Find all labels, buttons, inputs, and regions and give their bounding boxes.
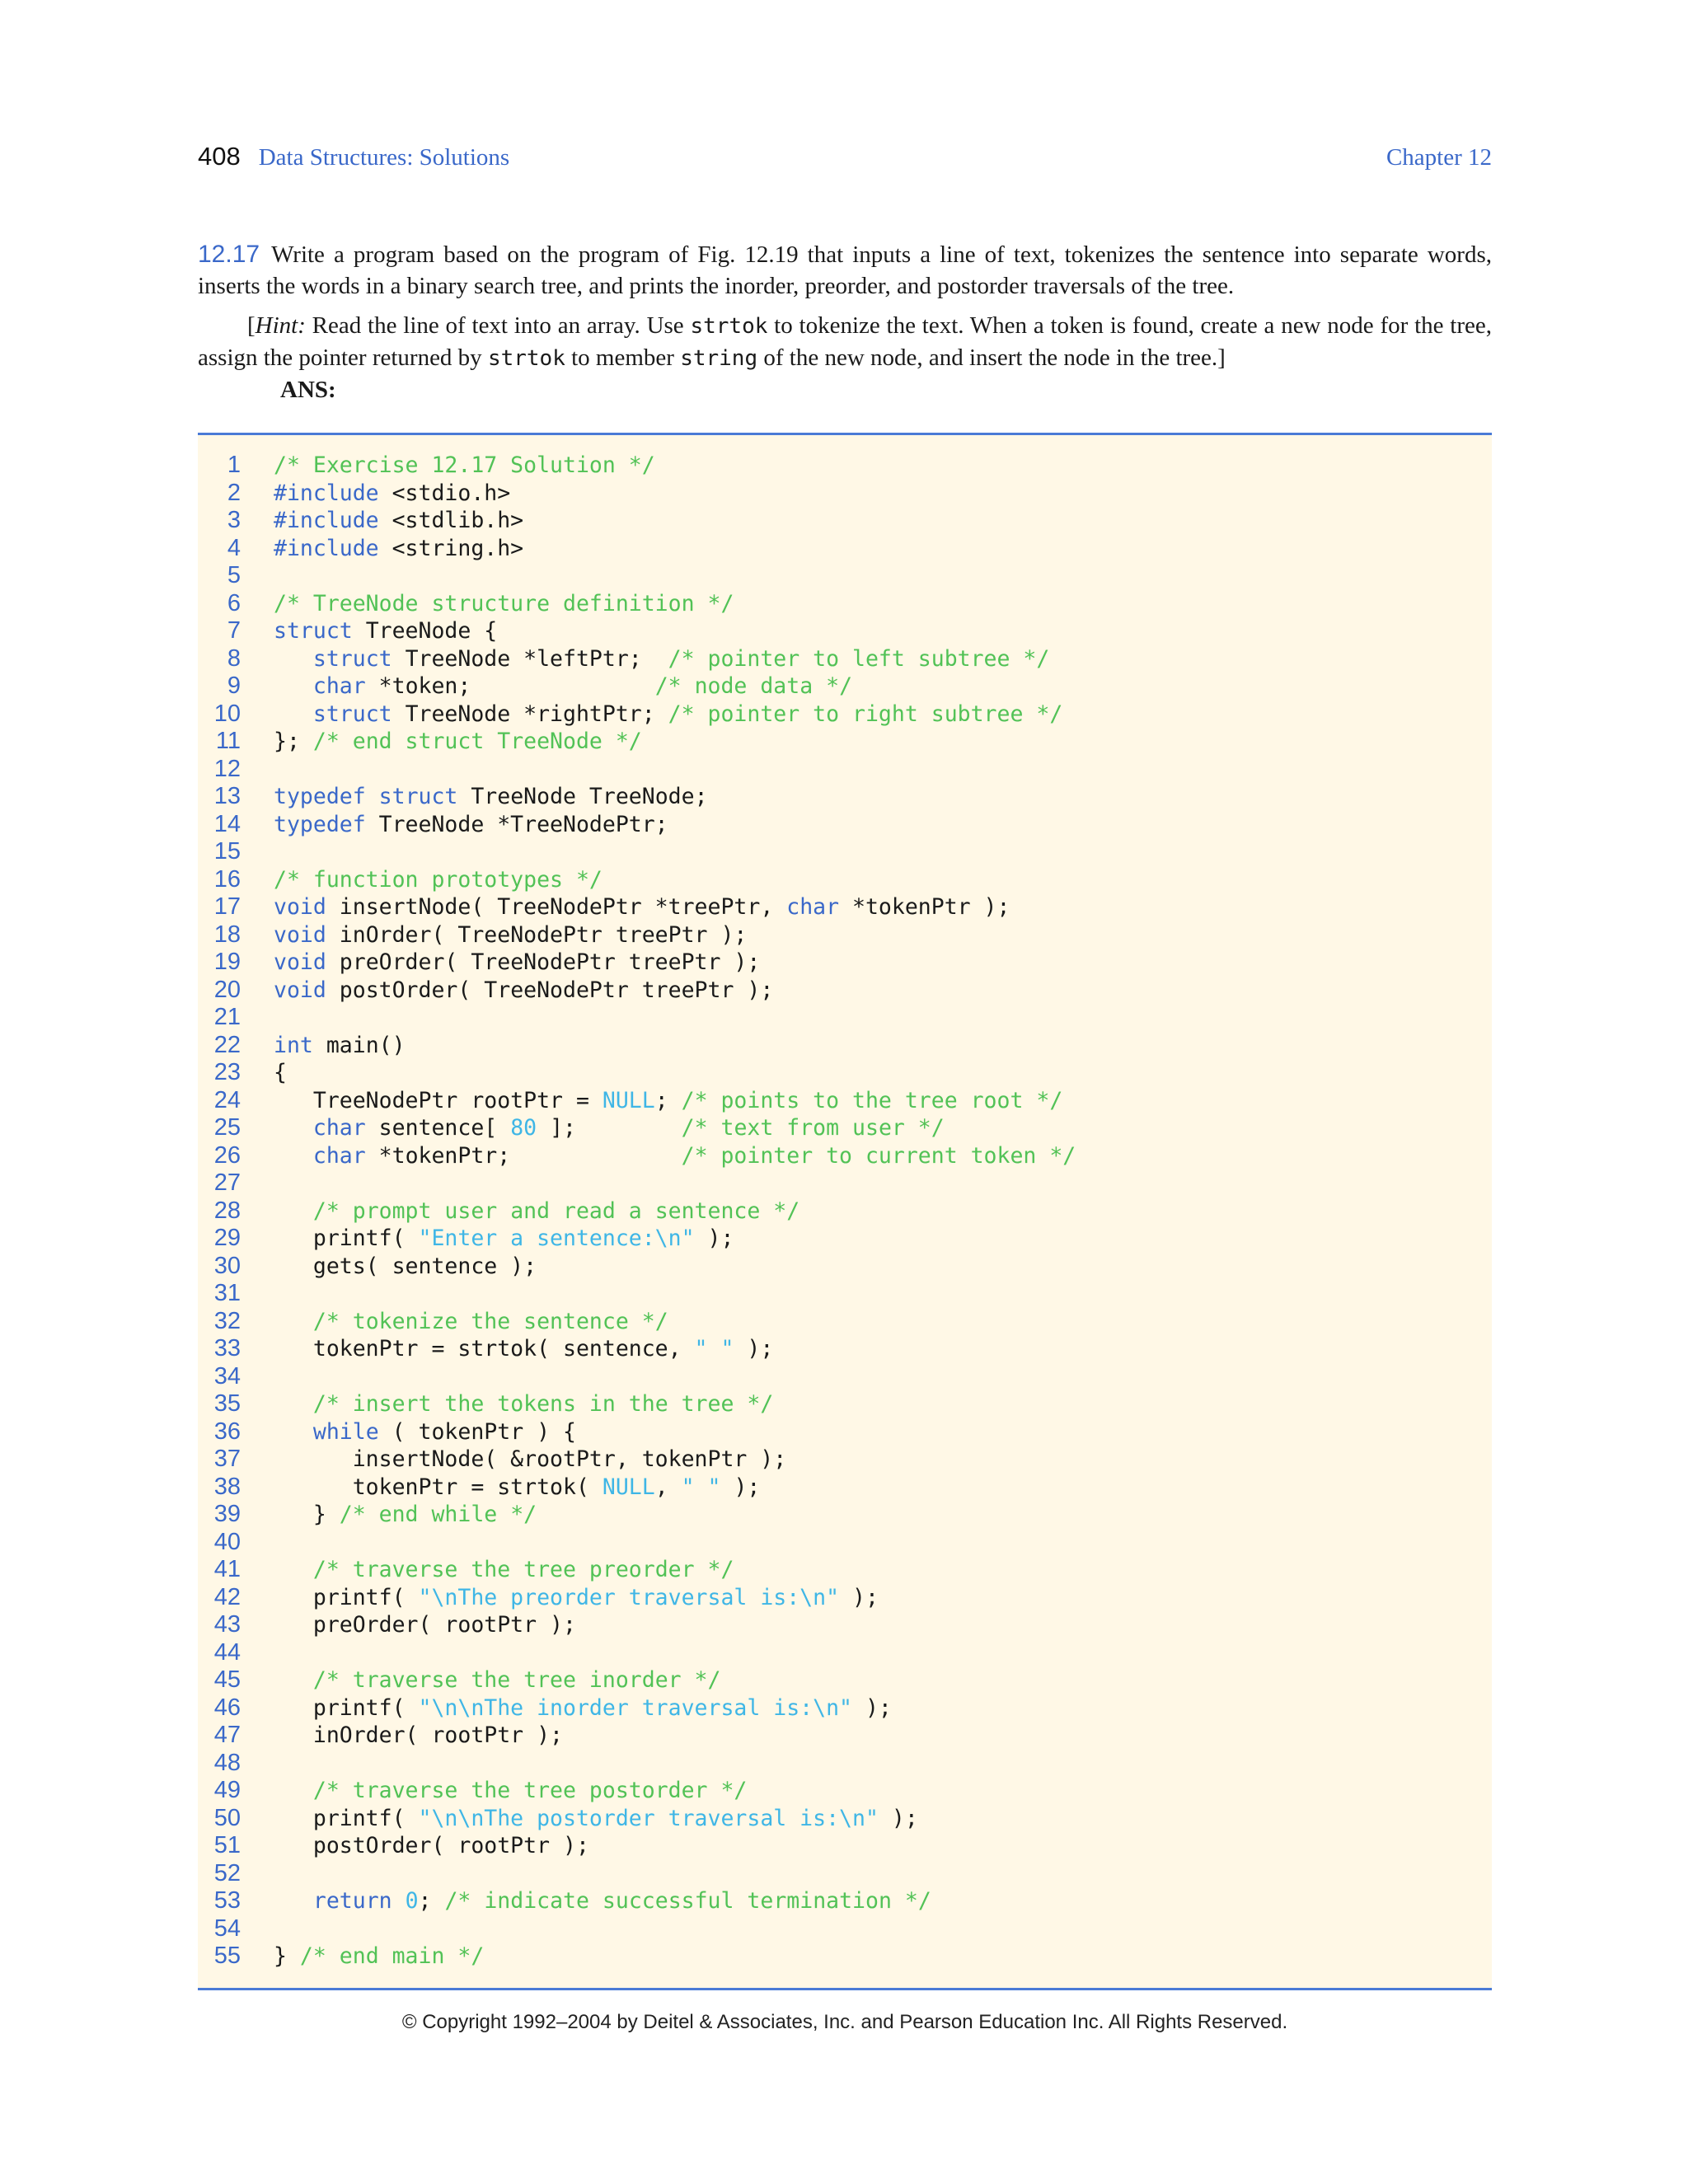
- line-number: 7: [227, 617, 241, 644]
- line-number: 9: [227, 673, 241, 700]
- code-line: [198, 480, 510, 508]
- line-number: 11: [215, 728, 241, 755]
- code-line: [198, 645, 1049, 673]
- code-line: [198, 507, 523, 535]
- code-line: [198, 1915, 274, 1943]
- hint-bracket: [: [247, 312, 256, 339]
- exercise-description: Write a program based on the program of Fig. 12.19 that inputs a line of text, tokenizes the sentence into separate words, inserts the words in a binary search tree, and prints the inorder, preorder, and postorder traversals of the tree.: [198, 241, 1492, 299]
- code-text: return 0; /* indicate successful termination */: [312, 1888, 931, 1915]
- code-line: [198, 1529, 274, 1557]
- line-number: 37: [213, 1446, 241, 1473]
- line-number: 18: [213, 921, 241, 948]
- page-number: 408: [198, 142, 241, 171]
- code-text: gets( sentence );: [274, 1253, 537, 1279]
- code-text: void insertNode( TreeNodePtr *treePtr, char *tokenPtr );: [274, 894, 1010, 921]
- line-number: 17: [213, 893, 241, 921]
- hint-text: to member: [565, 344, 681, 371]
- line-number: 26: [213, 1141, 241, 1169]
- code-line: [198, 756, 274, 784]
- code-line: [198, 590, 734, 618]
- code-text: printf( "\n\nThe inorder traversal is:\n" );: [274, 1694, 892, 1721]
- code-text: /* function prototypes */: [274, 866, 603, 893]
- code-text: /* traverse the tree inorder */: [312, 1667, 721, 1694]
- code-text: typedef struct TreeNode TreeNode;: [274, 784, 708, 810]
- code-line: [198, 949, 760, 977]
- code-text: void preOrder( TreeNodePtr treePtr );: [274, 949, 761, 976]
- code-line: [198, 1253, 537, 1281]
- code-text: tokenPtr = strtok( NULL, " " );: [274, 1474, 761, 1500]
- code-text: void inOrder( TreeNodePtr treePtr );: [274, 921, 748, 948]
- line-number: 31: [213, 1280, 241, 1307]
- hint-text: Read the line of text into an array. Use: [305, 312, 691, 339]
- line-number: 51: [213, 1832, 241, 1859]
- code-text: printf( "Enter a sentence:\n" );: [274, 1226, 734, 1252]
- exercise-number: 12.17: [198, 241, 260, 268]
- code-text: postOrder( rootPtr );: [274, 1833, 589, 1859]
- code-text: TreeNodePtr rootPtr = NULL; /* points to the tree root */: [274, 1087, 1063, 1113]
- line-number: 25: [213, 1114, 241, 1141]
- line-number: 33: [213, 1335, 241, 1362]
- line-number: 14: [213, 810, 241, 837]
- code-line: [198, 1335, 773, 1363]
- answer-label: ANS:: [280, 377, 336, 403]
- code-line: [198, 1059, 287, 1087]
- line-number: 40: [213, 1528, 241, 1555]
- code-line: [198, 1943, 484, 1971]
- code-line: [198, 1832, 589, 1860]
- code-text: tokenPtr = strtok( sentence, " " );: [274, 1336, 774, 1362]
- code-text: #include <stdlib.h>: [274, 508, 524, 534]
- hint-code: strtok: [487, 346, 565, 371]
- code-text: } /* end main */: [274, 1943, 485, 1970]
- code-line: [198, 1722, 563, 1750]
- code-text: typedef TreeNode *TreeNodePtr;: [274, 811, 668, 837]
- line-number: 39: [213, 1501, 241, 1528]
- hint-label: Hint:: [255, 312, 306, 339]
- code-text: /* TreeNode structure definition */: [274, 590, 734, 616]
- line-number: 1: [227, 452, 241, 479]
- code-text: /* Exercise 12.17 Solution */: [274, 452, 655, 479]
- code-text: char sentence[ 80 ]; /* text from user */: [312, 1115, 945, 1141]
- code-line: [198, 1225, 734, 1253]
- line-number: 21: [213, 1004, 241, 1031]
- code-text: while ( tokenPtr ) {: [312, 1418, 576, 1445]
- code-listing: [198, 433, 1492, 1990]
- code-line: [198, 562, 274, 590]
- code-text: /* traverse the tree postorder */: [312, 1778, 748, 1804]
- line-number: 53: [213, 1887, 241, 1915]
- code-text: insertNode( &rootPtr, tokenPtr );: [274, 1446, 787, 1473]
- code-text: printf( "\nThe preorder traversal is:\n" );: [274, 1584, 879, 1610]
- code-line: [198, 1584, 879, 1612]
- line-number: 3: [227, 507, 241, 534]
- code-text: }; /* end struct TreeNode */: [274, 729, 642, 755]
- code-line: [198, 1169, 274, 1197]
- code-line: [198, 1556, 734, 1584]
- code-line: [198, 535, 523, 563]
- line-number: 35: [213, 1390, 241, 1418]
- line-number: 42: [213, 1583, 241, 1610]
- copyright-notice: © Copyright 1992–2004 by Deitel & Associates, Inc. and Pearson Education Inc. All Rights Reserved.: [401, 2011, 1288, 2033]
- line-number: 2: [227, 479, 241, 506]
- line-number: 28: [213, 1197, 241, 1224]
- line-number: 12: [213, 755, 241, 782]
- line-number: 6: [227, 589, 241, 616]
- line-number: 47: [213, 1722, 241, 1749]
- exercise-hint: [198, 310, 1492, 374]
- code-text: /* insert the tokens in the tree */: [312, 1391, 774, 1418]
- line-number: 54: [213, 1915, 241, 1942]
- line-number: 38: [213, 1473, 241, 1500]
- chapter-label: Chapter 12: [1386, 144, 1492, 171]
- code-line: [198, 1750, 274, 1778]
- code-line: [198, 921, 747, 949]
- code-line: [198, 1887, 931, 1915]
- line-number: 8: [227, 644, 241, 672]
- line-number: 27: [213, 1169, 241, 1197]
- line-number: 46: [213, 1694, 241, 1721]
- code-line: [198, 1197, 799, 1226]
- code-line: [198, 783, 708, 811]
- code-line: [198, 1639, 274, 1667]
- line-number: 10: [213, 700, 241, 727]
- line-number: 4: [227, 534, 241, 561]
- code-line: [198, 1032, 406, 1060]
- code-text: inOrder( rootPtr );: [274, 1722, 563, 1749]
- line-number: 15: [213, 838, 241, 865]
- line-number: 22: [213, 1031, 241, 1058]
- line-number: 52: [213, 1859, 241, 1886]
- line-number: 29: [213, 1225, 241, 1252]
- code-line: [198, 1666, 720, 1694]
- code-line: [198, 452, 655, 480]
- code-line: [198, 1004, 274, 1032]
- code-text: printf( "\n\nThe postorder traversal is:\n" );: [274, 1805, 918, 1831]
- code-line: [198, 1114, 945, 1142]
- code-line: [198, 673, 852, 701]
- code-text: char *token; /* node data */: [312, 673, 853, 700]
- hint-text: to tokenize the text. When a token is found, create a new node for the tree, assign the pointer returned by: [198, 312, 1492, 371]
- code-line: [198, 1694, 892, 1722]
- code-text: struct TreeNode *rightPtr; /* pointer to right subtree */: [312, 701, 1063, 727]
- code-text: void postOrder( TreeNodePtr treePtr );: [274, 977, 774, 1003]
- code-text: struct TreeNode *leftPtr; /* pointer to left subtree */: [312, 645, 1050, 672]
- line-number: 24: [213, 1086, 241, 1113]
- code-text: /* traverse the tree preorder */: [312, 1557, 734, 1583]
- line-number: 19: [213, 949, 241, 976]
- code-line: [198, 617, 497, 645]
- code-line: [198, 866, 603, 894]
- hint-code: string: [680, 346, 758, 371]
- code-line: [198, 1777, 747, 1805]
- line-number: 34: [213, 1362, 241, 1390]
- line-number: 49: [213, 1777, 241, 1804]
- code-line: [198, 1390, 773, 1418]
- code-line: [198, 1474, 760, 1502]
- line-number: 5: [227, 562, 241, 589]
- code-line: [198, 728, 642, 756]
- code-text: {: [274, 1060, 287, 1086]
- line-number: 30: [213, 1252, 241, 1279]
- line-number: 13: [213, 783, 241, 810]
- code-text: /* prompt user and read a sentence */: [312, 1197, 800, 1224]
- code-line: [198, 1308, 668, 1336]
- line-number: 55: [213, 1943, 241, 1970]
- code-line: [198, 838, 274, 866]
- code-text: #include <string.h>: [274, 535, 524, 561]
- line-number: 20: [213, 976, 241, 1003]
- hint-code: strtok: [690, 314, 768, 339]
- code-text: } /* end while */: [274, 1502, 537, 1528]
- exercise-text: [198, 239, 1492, 302]
- line-number: 50: [213, 1804, 241, 1831]
- code-line: [198, 811, 668, 839]
- code-line: [198, 1280, 274, 1308]
- hint-text: of the new node, and insert the node in the tree.]: [757, 344, 1226, 371]
- code-line: [198, 893, 1010, 921]
- code-line: [198, 1860, 274, 1888]
- code-line: [198, 1501, 537, 1529]
- code-line: [198, 1087, 1062, 1115]
- code-line: [198, 1805, 918, 1833]
- code-text: preOrder( rootPtr );: [274, 1612, 576, 1638]
- code-line: [198, 1446, 786, 1474]
- code-text: #include <stdio.h>: [274, 480, 511, 506]
- code-line: [198, 977, 773, 1005]
- code-text: /* tokenize the sentence */: [312, 1308, 668, 1334]
- line-number: 41: [213, 1556, 241, 1583]
- running-title: Data Structures: Solutions: [258, 144, 510, 171]
- line-number: 16: [213, 865, 241, 893]
- line-number: 23: [213, 1059, 241, 1086]
- exercise-statement: [198, 239, 1492, 405]
- line-number: 45: [213, 1666, 241, 1694]
- line-number: 32: [213, 1307, 241, 1334]
- line-number: 43: [213, 1611, 241, 1638]
- code-line: [198, 1142, 1076, 1170]
- code-line: [198, 1363, 274, 1391]
- code-text: struct TreeNode {: [274, 618, 498, 644]
- page-header: [198, 142, 1492, 175]
- code-line: [198, 1418, 576, 1446]
- line-number: 36: [213, 1418, 241, 1445]
- code-text: int main(): [274, 1032, 406, 1058]
- code-text: char *tokenPtr; /* pointer to current token */: [312, 1142, 1076, 1169]
- line-number: 44: [213, 1638, 241, 1666]
- code-line: [198, 1611, 576, 1639]
- line-number: 48: [213, 1749, 241, 1776]
- code-line: [198, 701, 1062, 729]
